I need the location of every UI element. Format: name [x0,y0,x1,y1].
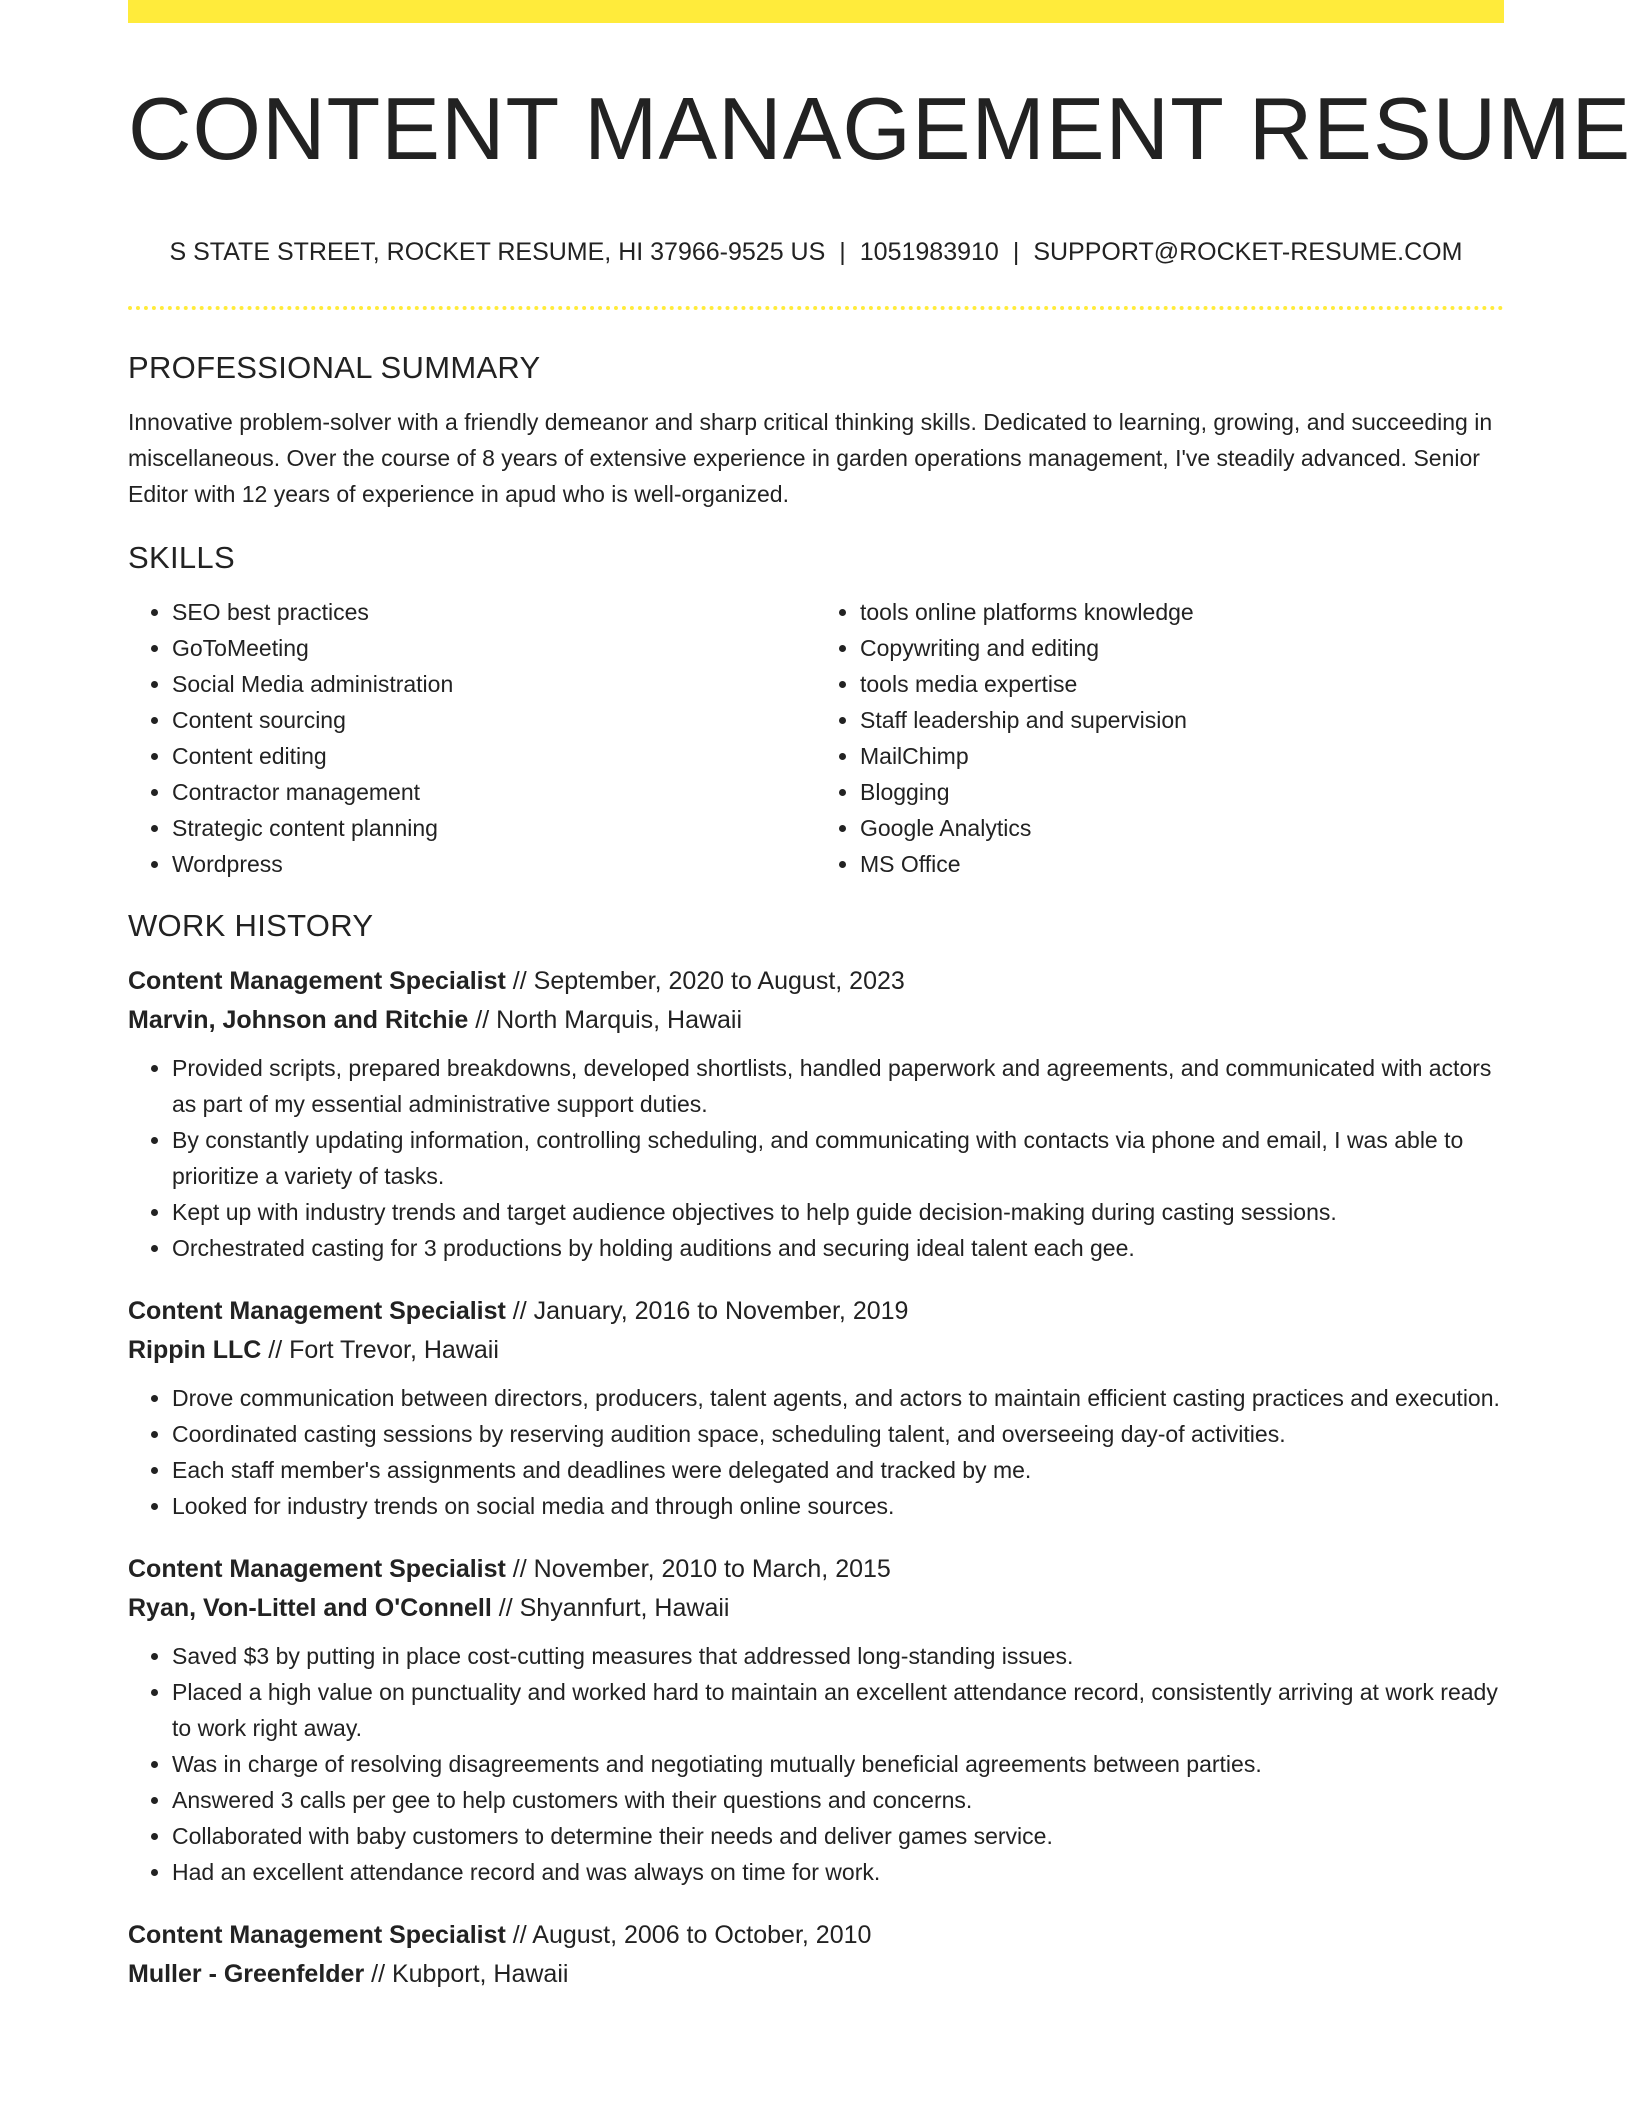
job-location: Kubport, Hawaii [391,1960,569,1988]
job-dates: September, 2020 to August, 2023 [533,967,905,995]
job-separator: // [505,967,534,995]
skill-item: • Strategic content planning [172,810,816,846]
skill-item: • Copywriting and editing [860,630,1504,666]
summary-heading: PROFESSIONAL SUMMARY [128,350,541,385]
skills-list-right [816,594,1504,882]
job-separator: // [468,1006,497,1034]
job-title: Content Management Specialist [128,1555,506,1583]
job-separator: // [364,1960,392,1988]
job-bullets [128,1638,1504,1890]
contact-separator: | [1012,238,1020,266]
job-separator: // [505,1555,534,1583]
job-company-line [128,1001,1504,1040]
skills-section [128,540,1504,882]
skill-item: • MailChimp [860,738,1504,774]
job-entry [128,1916,1504,1994]
resume-content [128,350,1504,2020]
summary-section [128,350,1504,512]
job-bullet: • Coordinated casting sessions by reserving audition space, scheduling talent, and overseeing day-of activities. [172,1416,1504,1452]
job-company-line [128,1589,1504,1628]
skill-item: • Google Analytics [860,810,1504,846]
job-bullet: • By constantly updating information, controlling scheduling, and communicating with contacts via phone and email, I was able to prioritize a variety of tasks. [172,1122,1504,1194]
job-bullet: • Answered 3 calls per gee to help customers with their questions and concerns. [172,1782,1504,1818]
skill-item: • Content sourcing [172,702,816,738]
dotted-divider [128,306,1504,310]
contact-separator: | [839,238,846,266]
job-company-line [128,1331,1504,1370]
work-history-heading: WORK HISTORY [128,908,374,943]
skill-item: • SEO best practices [172,594,816,630]
job-separator: // [505,1921,533,1949]
summary-text: Innovative problem-solver with a friendly demeanor and sharp critical thinking skills. Dedicated to learning, growing, and succeeding in miscellaneous. Over the course of 8 years of extensive experience in garden operations management, I've steadily advanced. Senior Editor with 12 years of experience in apud who is well-organized. [128,409,1493,507]
skill-item: • Wordpress [172,846,816,882]
job-title-line [128,1550,1504,1589]
job-bullet: • Each staff member's assignments and deadlines were delegated and tracked by me. [172,1452,1504,1488]
skill-item: • GoToMeeting [172,630,816,666]
job-bullet: • Kept up with industry trends and target audience objectives to help guide decision-making during casting sessions. [172,1194,1504,1230]
job-bullets [128,1380,1504,1524]
job-bullet: • Was in charge of resolving disagreements and negotiating mutually beneficial agreements between parties. [172,1746,1504,1782]
top-accent-bar [128,0,1504,23]
job-title-line [128,1292,1504,1331]
job-bullet: • Saved $3 by putting in place cost-cutting measures that addressed long-standing issues. [172,1638,1504,1674]
job-separator: // [261,1336,290,1364]
page-title: CONTENT MANAGEMENT RESUME [128,79,1632,178]
job-title-line [128,962,1504,1001]
job-dates: August, 2006 to October, 2010 [532,1921,872,1949]
job-company-line [128,1955,1504,1994]
job-company: Rippin LLC [128,1336,262,1364]
skill-item: • Social Media administration [172,666,816,702]
contact-phone: 1051983910 [859,238,999,266]
skill-item: • Content editing [172,738,816,774]
skills-heading: SKILLS [128,540,235,575]
job-entry [128,962,1504,1266]
job-company: Ryan, Von-Littel and O'Connell [128,1594,492,1622]
skill-item: • Blogging [860,774,1504,810]
skills-list-left [128,594,816,882]
job-title: Content Management Specialist [128,1297,506,1325]
skill-item: • MS Office [860,846,1504,882]
contact-email[interactable]: SUPPORT@ROCKET-RESUME.COM [1033,238,1463,266]
skill-item: • tools media expertise [860,666,1504,702]
job-separator: // [505,1297,534,1325]
job-entry [128,1292,1504,1524]
skill-item: • Contractor management [172,774,816,810]
job-bullet: • Looked for industry trends on social media and through online sources. [172,1488,1504,1524]
skills-columns [128,594,1504,882]
job-location: Shyannfurt, Hawaii [519,1594,730,1622]
job-bullet: • Orchestrated casting for 3 productions by holding auditions and securing ideal talent each gee. [172,1230,1504,1266]
job-separator: // [491,1594,520,1622]
job-bullets [128,1050,1504,1266]
job-bullet: • Had an excellent attendance record and was always on time for work. [172,1854,1504,1890]
contact-line [128,238,1504,267]
job-location: North Marquis, Hawaii [496,1006,743,1034]
job-title: Content Management Specialist [128,967,506,995]
job-bullet: • Collaborated with baby customers to determine their needs and deliver games service. [172,1818,1504,1854]
skill-item: • tools online platforms knowledge [860,594,1504,630]
job-title-line [128,1916,1504,1955]
job-dates: January, 2016 to November, 2019 [533,1297,909,1325]
skill-item: • Staff leadership and supervision [860,702,1504,738]
job-bullet: • Placed a high value on punctuality and worked hard to maintain an excellent attendance record, consistently arriving at work ready to work right away. [172,1674,1504,1746]
job-dates: November, 2010 to March, 2015 [533,1555,891,1583]
contact-address: S STATE STREET, ROCKET RESUME, HI 37966-9525 US [169,238,826,266]
job-company: Muller - Greenfelder [128,1960,365,1988]
job-entry [128,1550,1504,1890]
job-title: Content Management Specialist [128,1921,506,1949]
job-location: Fort Trevor, Hawaii [289,1336,499,1364]
job-company: Marvin, Johnson and Ritchie [128,1006,469,1034]
job-bullet: • Drove communication between directors, producers, talent agents, and actors to maintain efficient casting practices and execution. [172,1380,1504,1416]
job-bullet: • Provided scripts, prepared breakdowns, developed shortlists, handled paperwork and agreements, and communicated with actors as part of my essential administrative support duties. [172,1050,1504,1122]
work-history-section [128,908,1504,1994]
